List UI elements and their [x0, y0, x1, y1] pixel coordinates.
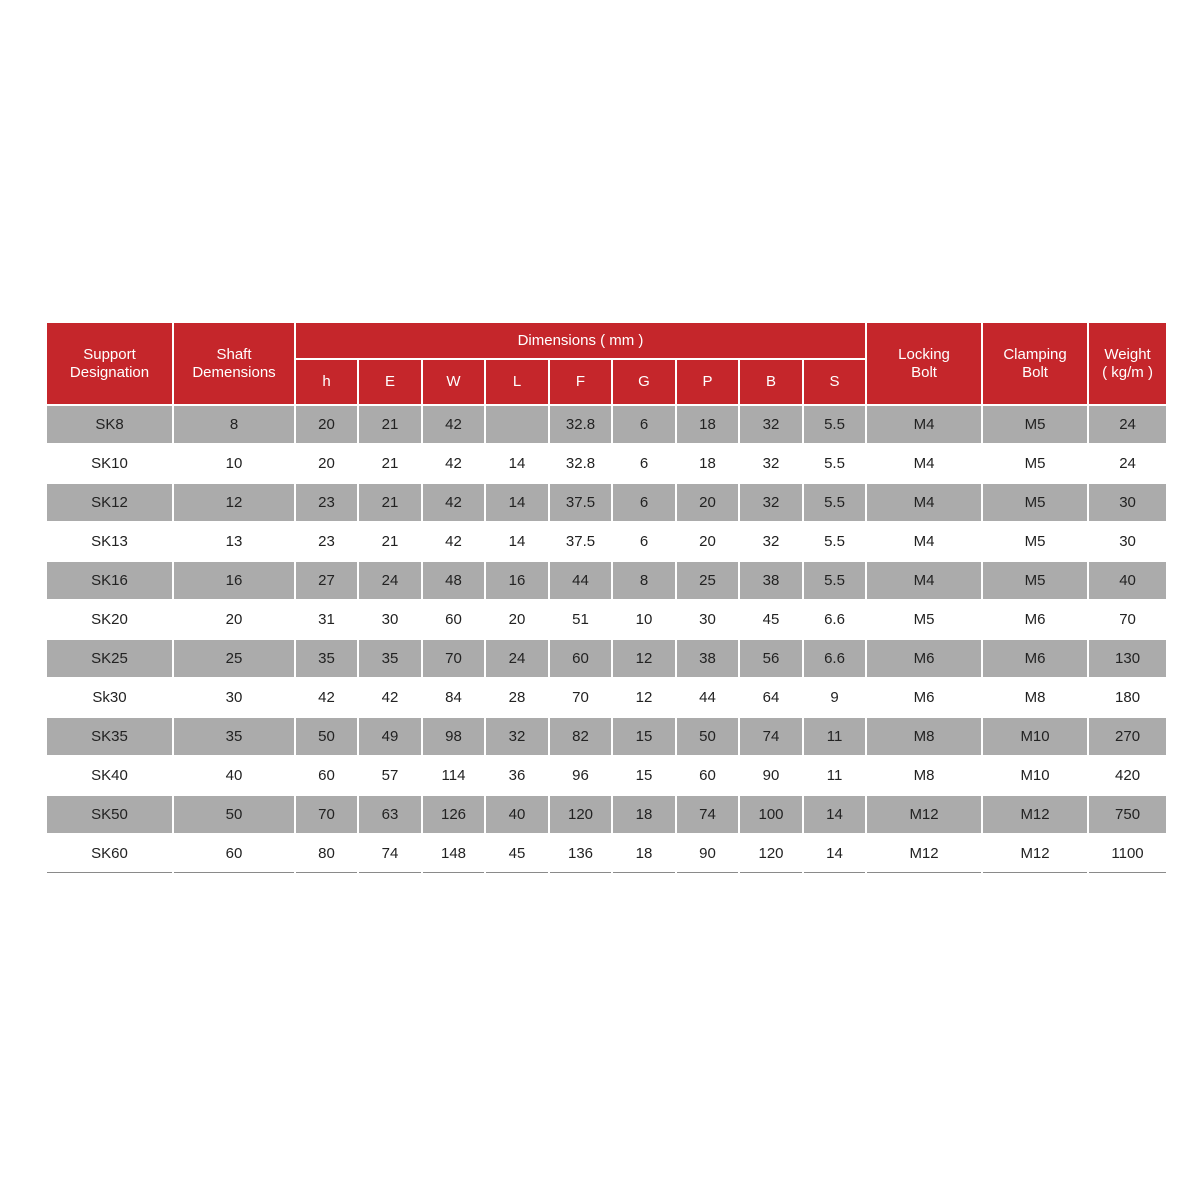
cell-dim-g: 18 — [612, 834, 676, 873]
cell-weight: 30 — [1088, 522, 1166, 561]
cell-shaft-dimensions: 16 — [173, 561, 295, 600]
cell-dim-e: 63 — [358, 795, 422, 834]
cell-dim-b: 120 — [739, 834, 803, 873]
cell-clamping-bolt: M6 — [982, 600, 1088, 639]
table-row — [47, 405, 1166, 444]
cell-dim-w: 42 — [422, 483, 485, 522]
cell-dim-l: 45 — [485, 834, 549, 873]
header-locking-bolt-text: Locking Bolt — [898, 345, 950, 381]
table-row — [47, 444, 1166, 483]
cell-dim-p: 20 — [676, 522, 739, 561]
cell-dim-s: 6.6 — [803, 600, 866, 639]
header-dim-g: G — [612, 359, 676, 405]
cell-dim-f: 96 — [549, 756, 612, 795]
cell-weight: 750 — [1088, 795, 1166, 834]
cell-dim-h: 31 — [295, 600, 358, 639]
cell-dim-f: 32.8 — [549, 444, 612, 483]
cell-dim-f: 37.5 — [549, 483, 612, 522]
header-clamping-bolt — [982, 323, 1088, 405]
cell-dim-e: 30 — [358, 600, 422, 639]
cell-dim-l: 32 — [485, 717, 549, 756]
cell-dim-s: 14 — [803, 834, 866, 873]
table-body — [47, 405, 1166, 873]
cell-weight: 130 — [1088, 639, 1166, 678]
cell-dim-b: 38 — [739, 561, 803, 600]
cell-locking-bolt: M6 — [866, 678, 982, 717]
cell-shaft-dimensions: 12 — [173, 483, 295, 522]
cell-dim-s: 5.5 — [803, 483, 866, 522]
cell-locking-bolt: M6 — [866, 639, 982, 678]
cell-weight: 180 — [1088, 678, 1166, 717]
cell-dim-l: 24 — [485, 639, 549, 678]
header-dimensions-group: Dimensions ( mm ) — [295, 323, 866, 359]
cell-weight: 420 — [1088, 756, 1166, 795]
cell-dim-g: 12 — [612, 678, 676, 717]
cell-weight: 70 — [1088, 600, 1166, 639]
shaft-support-spec-table — [47, 323, 1166, 873]
header-weight — [1088, 323, 1166, 405]
cell-dim-g: 6 — [612, 483, 676, 522]
cell-shaft-dimensions: 13 — [173, 522, 295, 561]
cell-dim-g: 6 — [612, 522, 676, 561]
cell-dim-h: 23 — [295, 522, 358, 561]
cell-dim-h: 20 — [295, 405, 358, 444]
header-shaft-dimensions-text: Shaft Demensions — [192, 345, 276, 381]
cell-support-designation: SK35 — [47, 717, 173, 756]
cell-dim-l: 40 — [485, 795, 549, 834]
cell-clamping-bolt: M5 — [982, 522, 1088, 561]
cell-support-designation: SK10 — [47, 444, 173, 483]
cell-clamping-bolt: M6 — [982, 639, 1088, 678]
table-row — [47, 600, 1166, 639]
cell-dim-e: 74 — [358, 834, 422, 873]
cell-clamping-bolt: M5 — [982, 561, 1088, 600]
cell-clamping-bolt: M5 — [982, 444, 1088, 483]
cell-dim-p: 90 — [676, 834, 739, 873]
cell-clamping-bolt: M10 — [982, 717, 1088, 756]
cell-locking-bolt: M12 — [866, 795, 982, 834]
cell-clamping-bolt: M5 — [982, 483, 1088, 522]
cell-dim-s: 5.5 — [803, 522, 866, 561]
table-row — [47, 795, 1166, 834]
cell-weight: 270 — [1088, 717, 1166, 756]
cell-dim-f: 70 — [549, 678, 612, 717]
cell-dim-w: 42 — [422, 405, 485, 444]
cell-dim-b: 32 — [739, 483, 803, 522]
header-dim-l: L — [485, 359, 549, 405]
cell-dim-g: 6 — [612, 405, 676, 444]
cell-clamping-bolt: M5 — [982, 405, 1088, 444]
cell-locking-bolt: M4 — [866, 522, 982, 561]
cell-shaft-dimensions: 10 — [173, 444, 295, 483]
cell-support-designation: SK8 — [47, 405, 173, 444]
header-weight-text: Weight ( kg/m ) — [1102, 345, 1153, 381]
cell-locking-bolt: M12 — [866, 834, 982, 873]
cell-support-designation: SK25 — [47, 639, 173, 678]
header-dim-h: h — [295, 359, 358, 405]
cell-dim-l: 28 — [485, 678, 549, 717]
cell-dim-f: 60 — [549, 639, 612, 678]
cell-dim-p: 50 — [676, 717, 739, 756]
cell-dim-b: 32 — [739, 522, 803, 561]
cell-dim-l: 20 — [485, 600, 549, 639]
cell-dim-s: 11 — [803, 717, 866, 756]
cell-dim-p: 30 — [676, 600, 739, 639]
cell-dim-s: 5.5 — [803, 405, 866, 444]
header-support-designation — [47, 323, 173, 405]
cell-locking-bolt: M5 — [866, 600, 982, 639]
cell-dim-l: 14 — [485, 444, 549, 483]
table-row — [47, 561, 1166, 600]
cell-dim-h: 60 — [295, 756, 358, 795]
cell-dim-e: 42 — [358, 678, 422, 717]
cell-dim-g: 15 — [612, 717, 676, 756]
cell-shaft-dimensions: 35 — [173, 717, 295, 756]
cell-weight: 30 — [1088, 483, 1166, 522]
cell-locking-bolt: M4 — [866, 483, 982, 522]
cell-dim-s: 5.5 — [803, 444, 866, 483]
cell-support-designation: SK50 — [47, 795, 173, 834]
cell-dim-h: 23 — [295, 483, 358, 522]
cell-dim-w: 148 — [422, 834, 485, 873]
cell-dim-g: 12 — [612, 639, 676, 678]
cell-dim-e: 35 — [358, 639, 422, 678]
cell-dim-w: 98 — [422, 717, 485, 756]
table-header — [47, 323, 1166, 405]
cell-locking-bolt: M4 — [866, 444, 982, 483]
cell-locking-bolt: M8 — [866, 717, 982, 756]
cell-shaft-dimensions: 60 — [173, 834, 295, 873]
header-shaft-dimensions — [173, 323, 295, 405]
cell-dim-f: 44 — [549, 561, 612, 600]
cell-dim-e: 21 — [358, 405, 422, 444]
cell-dim-w: 48 — [422, 561, 485, 600]
cell-weight: 1100 — [1088, 834, 1166, 873]
cell-dim-p: 20 — [676, 483, 739, 522]
cell-dim-h: 27 — [295, 561, 358, 600]
cell-dim-f: 82 — [549, 717, 612, 756]
cell-shaft-dimensions: 50 — [173, 795, 295, 834]
cell-support-designation: SK12 — [47, 483, 173, 522]
cell-dim-g: 6 — [612, 444, 676, 483]
cell-dim-b: 56 — [739, 639, 803, 678]
cell-dim-b: 74 — [739, 717, 803, 756]
cell-clamping-bolt: M8 — [982, 678, 1088, 717]
cell-dim-w: 126 — [422, 795, 485, 834]
table-row — [47, 522, 1166, 561]
cell-dim-b: 45 — [739, 600, 803, 639]
cell-dim-w: 84 — [422, 678, 485, 717]
cell-support-designation: SK40 — [47, 756, 173, 795]
cell-dim-p: 60 — [676, 756, 739, 795]
cell-dim-h: 80 — [295, 834, 358, 873]
cell-dim-w: 42 — [422, 444, 485, 483]
table-row — [47, 756, 1166, 795]
cell-dim-b: 64 — [739, 678, 803, 717]
cell-dim-p: 18 — [676, 405, 739, 444]
cell-dim-g: 15 — [612, 756, 676, 795]
cell-dim-h: 20 — [295, 444, 358, 483]
cell-dim-w: 114 — [422, 756, 485, 795]
cell-shaft-dimensions: 40 — [173, 756, 295, 795]
header-dim-p: P — [676, 359, 739, 405]
table-row — [47, 834, 1166, 873]
cell-dim-l: 14 — [485, 483, 549, 522]
cell-dim-p: 25 — [676, 561, 739, 600]
cell-dim-b: 100 — [739, 795, 803, 834]
cell-dim-e: 21 — [358, 522, 422, 561]
cell-support-designation: Sk30 — [47, 678, 173, 717]
header-clamping-bolt-text: Clamping Bolt — [1003, 345, 1067, 381]
cell-support-designation: SK13 — [47, 522, 173, 561]
cell-shaft-dimensions: 25 — [173, 639, 295, 678]
cell-dim-l: 14 — [485, 522, 549, 561]
cell-support-designation: SK60 — [47, 834, 173, 873]
cell-shaft-dimensions: 8 — [173, 405, 295, 444]
cell-dim-f: 32.8 — [549, 405, 612, 444]
cell-dim-w: 42 — [422, 522, 485, 561]
cell-clamping-bolt: M10 — [982, 756, 1088, 795]
cell-support-designation: SK20 — [47, 600, 173, 639]
cell-dim-b: 90 — [739, 756, 803, 795]
header-dim-f: F — [549, 359, 612, 405]
cell-dim-p: 74 — [676, 795, 739, 834]
cell-weight: 24 — [1088, 444, 1166, 483]
table-row — [47, 717, 1166, 756]
cell-dim-b: 32 — [739, 405, 803, 444]
cell-locking-bolt: M8 — [866, 756, 982, 795]
cell-dim-s: 5.5 — [803, 561, 866, 600]
cell-locking-bolt: M4 — [866, 405, 982, 444]
header-dim-b: B — [739, 359, 803, 405]
header-support-designation-text: Support Designation — [69, 345, 150, 381]
cell-dim-e: 24 — [358, 561, 422, 600]
cell-dim-e: 21 — [358, 444, 422, 483]
cell-dim-l: 36 — [485, 756, 549, 795]
cell-dim-b: 32 — [739, 444, 803, 483]
cell-dim-s: 11 — [803, 756, 866, 795]
cell-dim-h: 70 — [295, 795, 358, 834]
cell-dim-s: 9 — [803, 678, 866, 717]
cell-dim-g: 8 — [612, 561, 676, 600]
cell-dim-l: 16 — [485, 561, 549, 600]
cell-dim-e: 57 — [358, 756, 422, 795]
cell-shaft-dimensions: 30 — [173, 678, 295, 717]
header-dim-e: E — [358, 359, 422, 405]
cell-dim-f: 120 — [549, 795, 612, 834]
header-dim-s: S — [803, 359, 866, 405]
cell-dim-l — [485, 405, 549, 444]
cell-dim-e: 49 — [358, 717, 422, 756]
cell-dim-h: 42 — [295, 678, 358, 717]
cell-weight: 24 — [1088, 405, 1166, 444]
cell-dim-f: 51 — [549, 600, 612, 639]
cell-dim-s: 14 — [803, 795, 866, 834]
cell-dim-w: 70 — [422, 639, 485, 678]
cell-shaft-dimensions: 20 — [173, 600, 295, 639]
table-row — [47, 483, 1166, 522]
cell-clamping-bolt: M12 — [982, 795, 1088, 834]
table-row — [47, 678, 1166, 717]
cell-dim-w: 60 — [422, 600, 485, 639]
cell-dim-f: 136 — [549, 834, 612, 873]
cell-dim-p: 38 — [676, 639, 739, 678]
cell-dim-g: 10 — [612, 600, 676, 639]
cell-dim-h: 50 — [295, 717, 358, 756]
cell-clamping-bolt: M12 — [982, 834, 1088, 873]
cell-locking-bolt: M4 — [866, 561, 982, 600]
cell-support-designation: SK16 — [47, 561, 173, 600]
cell-dim-h: 35 — [295, 639, 358, 678]
cell-dim-p: 44 — [676, 678, 739, 717]
header-dim-w: W — [422, 359, 485, 405]
cell-dim-p: 18 — [676, 444, 739, 483]
cell-dim-g: 18 — [612, 795, 676, 834]
cell-dim-e: 21 — [358, 483, 422, 522]
cell-dim-s: 6.6 — [803, 639, 866, 678]
table-row — [47, 639, 1166, 678]
header-locking-bolt — [866, 323, 982, 405]
cell-weight: 40 — [1088, 561, 1166, 600]
cell-dim-f: 37.5 — [549, 522, 612, 561]
